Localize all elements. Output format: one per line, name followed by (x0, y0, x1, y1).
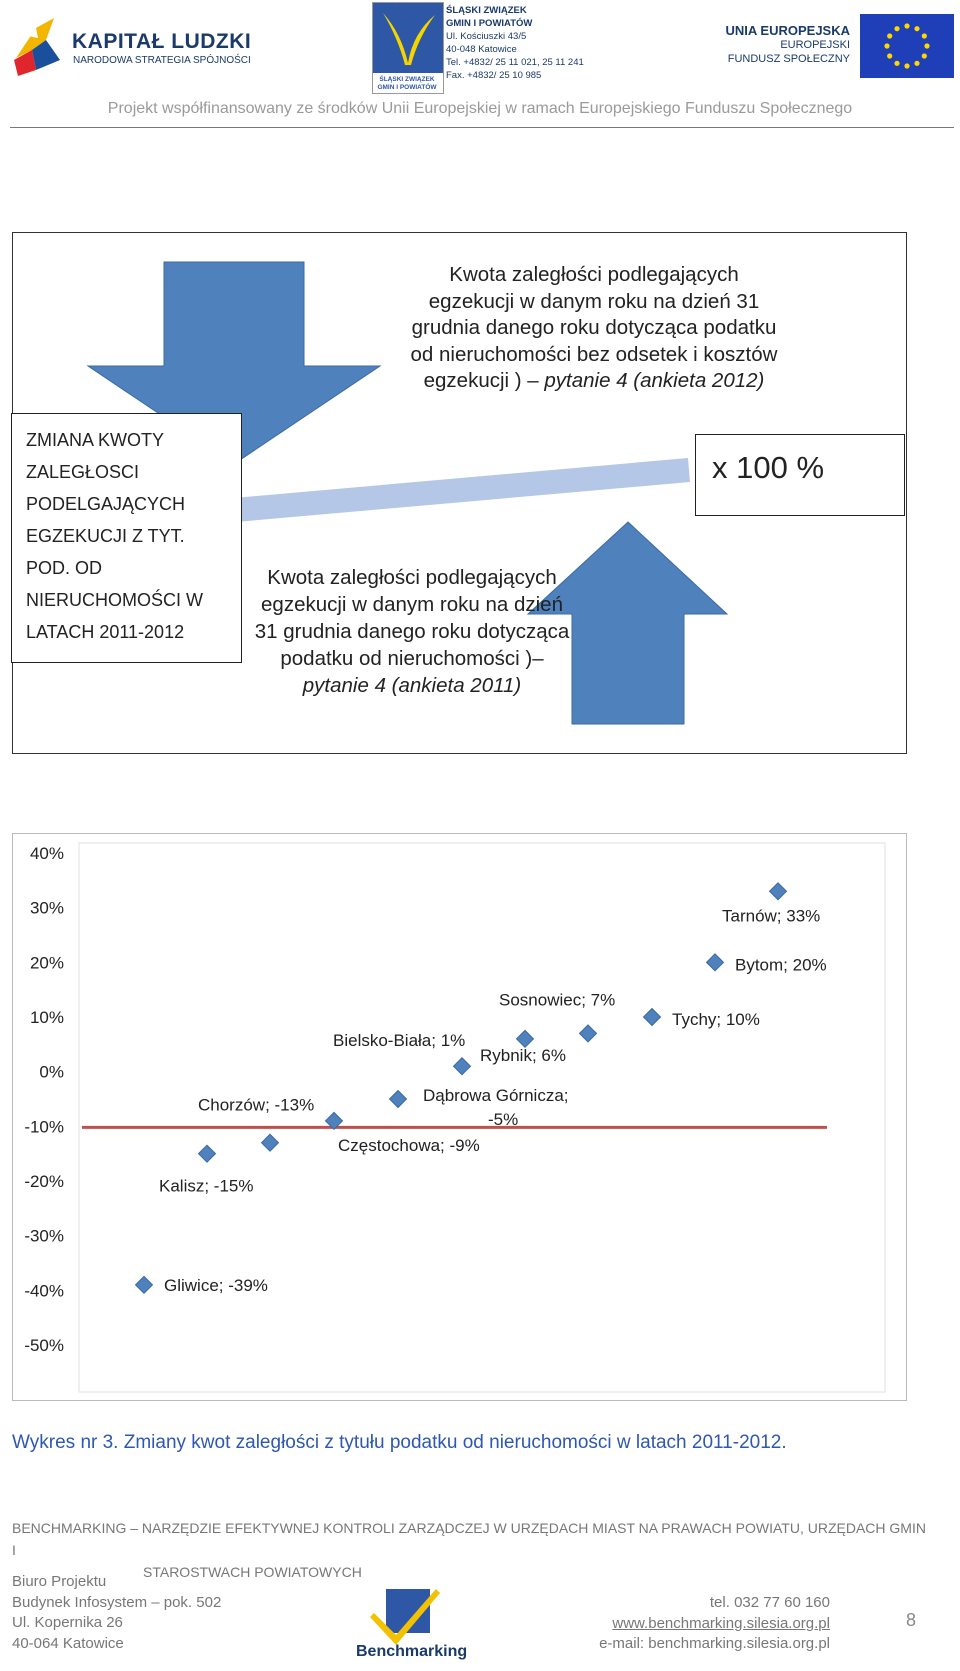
address-phone: Tel. +4832/ 25 11 021, 25 11 241 (446, 57, 584, 68)
y-tick-label: 20% (29, 953, 64, 973)
data-label: Dąbrowa Górnicza; (423, 1086, 569, 1105)
eu-star-icon (904, 63, 909, 68)
y-tick-label: 0% (39, 1062, 64, 1082)
footer-title-line-2: STAROSTWACH POWIATOWYCH (143, 1564, 362, 1580)
footer-www-link[interactable]: www.benchmarking.silesia.org.pl (612, 1614, 830, 1632)
kapital-ludzki-logo (6, 10, 66, 80)
footer-street: Ul. Kopernika 26 (12, 1614, 123, 1631)
data-label: Tarnów; 33% (722, 906, 821, 926)
diagram-title-box: ZMIANA KWOTY ZALEGŁOSCI PODELGAJĄCYCH EGZEKUCJI Z TYT. POD. OD NIERUCHOMOŚCI W LATACH 2011-2012 (11, 413, 242, 663)
footer-address (12, 1572, 221, 1654)
eu-line-1: UNIA EUROPEJSKA (725, 23, 850, 38)
y-tick-label: -50% (24, 1336, 64, 1355)
y-tick-label: 30% (29, 898, 64, 918)
numerator-main: Kwota zaległości podlegających egzekucji w danym roku na dzień 31 grudnia danego roku dotycząca podatku od nieruchomości bez odsetek i kosztów egzekucji ) – (410, 263, 778, 392)
data-label: Sosnowiec; 7% (499, 990, 616, 1010)
data-label: Kalisz; -15% (159, 1176, 254, 1196)
fraction-line (234, 458, 690, 522)
eu-star-icon (924, 43, 929, 48)
data-point (199, 1145, 216, 1162)
address-fax: Fax. +4832/ 25 10 985 (446, 70, 542, 81)
data-point (390, 1091, 407, 1108)
address-street: Ul. Kościuszki 43/5 (446, 31, 527, 42)
denominator-text (247, 564, 577, 699)
eu-star-icon (914, 61, 919, 66)
eu-star-icon (914, 26, 919, 31)
cofinancing-note: Projekt współfinansowany ze środków Unii Europejskiej w ramach Europejskiego Funduszu Społecznego (107, 100, 853, 117)
data-point (580, 1025, 597, 1042)
union-address (446, 4, 584, 82)
data-label: Tychy; 10% (672, 1010, 760, 1029)
y-tick-label: -10% (24, 1117, 64, 1137)
eu-star-icon (894, 61, 899, 66)
y-tick-label: 40% (29, 844, 64, 863)
data-label: Gliwice; -39% (164, 1275, 268, 1295)
footer-building: Budynek Infosystem – pok. 502 (12, 1593, 222, 1611)
data-point (136, 1276, 153, 1293)
footer-title-line-1: BENCHMARKING – NARZĘDZIE EFEKTYWNEJ KONTROLI ZARZĄDCZEJ W URZĘDACH MIAST NA PRAWACH POWIATU, URZĘDACH GMIN I (12, 1520, 926, 1558)
footer-contact (570, 1593, 830, 1655)
numerator-source: pytanie 4 (ankieta 2012) (544, 369, 765, 392)
eu-star-icon (887, 53, 892, 58)
eu-line-2: EUROPEJSKI (780, 39, 850, 51)
data-point (707, 954, 724, 971)
data-point (644, 1009, 661, 1026)
page-number: 8 (906, 1610, 917, 1630)
union-logo-text: ŚLĄSKI ZWIĄZEK GMIN I POWIATÓW (377, 76, 437, 91)
address-city: 40-048 Katowice (446, 44, 517, 55)
kapital-ludzki-subtitle: NARODOWA STRATEGIA SPÓJNOŚCI (73, 55, 251, 66)
denominator-main: Kwota zaległości podlegających egzekucji w danym roku na dzień 31 grudnia danego roku dotycząca podatku od nieruchomości )– (254, 566, 570, 670)
data-label: Rybnik; 6% (480, 1045, 566, 1065)
union-name: ŚLĄSKI ZWIĄZEK (446, 5, 527, 16)
chart-caption: Wykres nr 3. Zmiany kwot zaległości z tytułu podatku od nieruchomości w latach 2011-2012. (12, 1432, 787, 1453)
eu-star-icon (894, 26, 899, 31)
footer-email: e-mail: benchmarking.silesia.org.pl (599, 1635, 830, 1652)
scatter-chart (12, 833, 907, 1401)
eu-star-icon (887, 33, 892, 38)
denominator-source: pytanie 4 (ankieta 2011) (302, 674, 522, 697)
data-point (517, 1030, 534, 1047)
plot-area (79, 843, 885, 1392)
benchmarking-logo-text: Benchmarking (356, 1643, 468, 1660)
eu-star-icon (884, 43, 889, 48)
data-point (770, 883, 787, 900)
eu-star-icon (922, 53, 927, 58)
eu-flag-icon (860, 14, 954, 78)
eu-star-icon (904, 23, 909, 28)
y-tick-label: 10% (29, 1008, 64, 1027)
data-point (262, 1134, 279, 1151)
data-label: Chorzów; -13% (198, 1095, 315, 1115)
data-point (454, 1058, 471, 1075)
eu-star-icon (922, 33, 927, 38)
y-tick-label: -20% (24, 1172, 64, 1191)
footer-city: 40-064 Katowice (12, 1634, 124, 1652)
data-label: Bytom; 20% (735, 955, 827, 975)
eu-line-3: FUNDUSZ SPOŁECZNY (727, 53, 850, 65)
footer-office: Biuro Projektu (12, 1573, 107, 1590)
y-tick-label: -30% (24, 1226, 64, 1246)
kapital-ludzki-title: KAPITAŁ LUDZKI (72, 30, 252, 53)
data-label: -5% (488, 1110, 519, 1129)
y-tick-label: -40% (24, 1281, 64, 1301)
union-name-2: GMIN I POWIATÓW (446, 18, 533, 29)
footer-tel: tel. 032 77 60 160 (709, 1594, 830, 1611)
eu-text (690, 24, 850, 66)
data-label: Częstochowa; -9% (338, 1135, 480, 1155)
multiplier-box: x 100 % (695, 434, 905, 516)
numerator-text (404, 262, 784, 395)
data-label: Bielsko-Biała; 1% (333, 1031, 466, 1051)
header-divider (10, 127, 954, 128)
